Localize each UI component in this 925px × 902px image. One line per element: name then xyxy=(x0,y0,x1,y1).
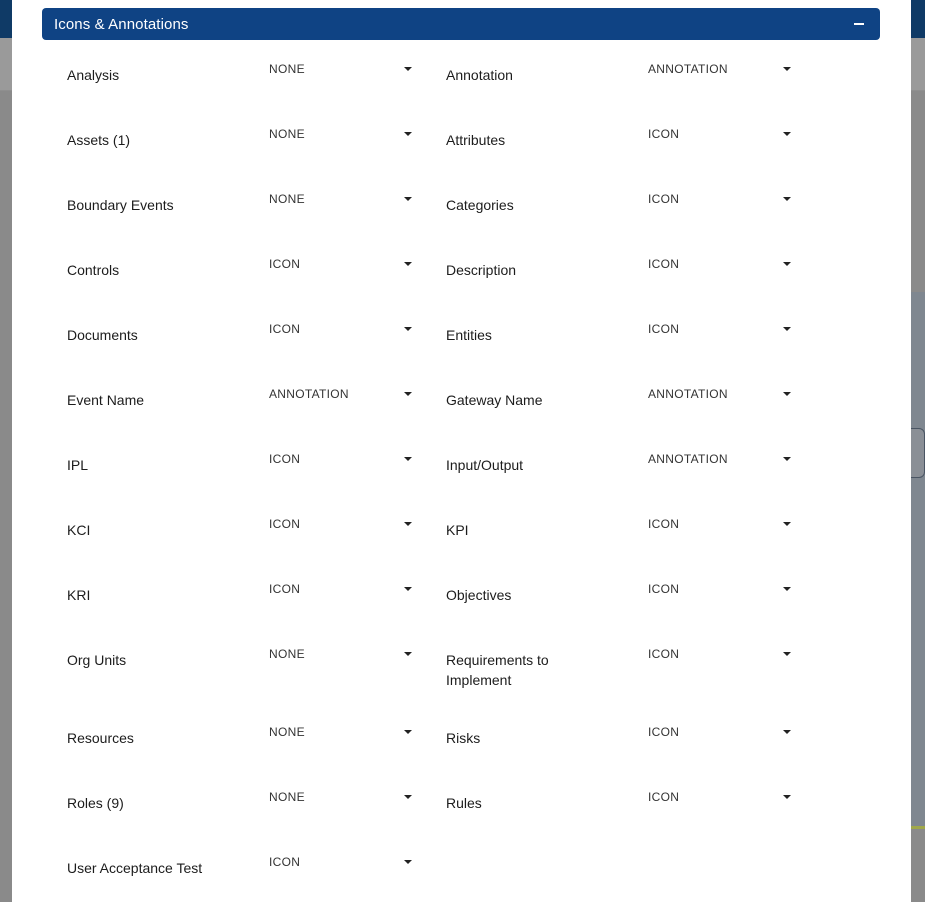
caret-down-icon xyxy=(783,392,791,396)
setting-label: Entities xyxy=(446,327,492,343)
settings-row xyxy=(12,373,911,438)
setting-label: Analysis xyxy=(67,67,120,83)
caret-down-icon xyxy=(404,262,412,266)
display-mode-select[interactable] xyxy=(647,645,791,667)
caret-down-icon xyxy=(404,132,412,136)
settings-row xyxy=(12,503,911,568)
select-value: NONE xyxy=(269,192,305,206)
select-value: ANNOTATION xyxy=(648,387,728,401)
settings-row xyxy=(12,308,911,373)
display-mode-select[interactable] xyxy=(647,255,791,277)
caret-down-icon xyxy=(404,860,412,864)
caret-down-icon xyxy=(783,795,791,799)
display-mode-select[interactable] xyxy=(647,723,791,745)
caret-down-icon xyxy=(404,730,412,734)
select-value: ICON xyxy=(648,257,680,271)
caret-down-icon xyxy=(404,197,412,201)
settings-row xyxy=(12,113,911,178)
setting-label: Boundary Events xyxy=(67,197,174,213)
setting-label: Annotation xyxy=(446,67,513,83)
select-value: ANNOTATION xyxy=(648,62,728,76)
setting-label: KRI xyxy=(67,587,91,603)
caret-down-icon xyxy=(783,457,791,461)
settings-row xyxy=(12,568,911,633)
settings-row xyxy=(12,178,911,243)
select-value: ANNOTATION xyxy=(648,452,728,466)
select-value: ICON xyxy=(648,192,680,206)
display-mode-select[interactable] xyxy=(268,125,412,147)
display-mode-select[interactable] xyxy=(647,515,791,537)
display-mode-select[interactable] xyxy=(268,723,412,745)
collapse-icon[interactable] xyxy=(854,23,864,25)
select-value: ICON xyxy=(648,725,680,739)
setting-label: Resources xyxy=(67,730,134,746)
caret-down-icon xyxy=(783,132,791,136)
settings-row xyxy=(12,841,911,902)
setting-label: Documents xyxy=(67,327,138,343)
setting-label: User Acceptance Test xyxy=(67,860,203,876)
select-value: ICON xyxy=(269,855,301,869)
display-mode-select[interactable] xyxy=(268,190,412,212)
select-value: ICON xyxy=(269,452,301,466)
settings-row xyxy=(12,243,911,308)
caret-down-icon xyxy=(404,327,412,331)
display-mode-select[interactable] xyxy=(268,385,412,407)
setting-label: Description xyxy=(446,262,517,278)
settings-row xyxy=(12,48,911,113)
section-title: Icons & Annotations xyxy=(54,15,189,33)
setting-label: Objectives xyxy=(446,587,512,603)
display-mode-select[interactable] xyxy=(647,580,791,602)
caret-down-icon xyxy=(404,392,412,396)
caret-down-icon xyxy=(404,795,412,799)
display-mode-select[interactable] xyxy=(647,190,791,212)
icons-annotations-dialog xyxy=(12,0,911,902)
settings-row xyxy=(12,633,911,711)
select-value: ICON xyxy=(648,517,680,531)
background-side-panel xyxy=(911,292,925,828)
settings-row xyxy=(12,776,911,841)
caret-down-icon xyxy=(404,587,412,591)
caret-down-icon xyxy=(404,652,412,656)
setting-label: Org Units xyxy=(67,652,127,668)
select-value: ICON xyxy=(269,257,301,271)
setting-label: Controls xyxy=(67,262,120,278)
caret-down-icon xyxy=(783,522,791,526)
settings-row xyxy=(12,438,911,503)
setting-label: Attributes xyxy=(446,132,506,148)
display-mode-select[interactable] xyxy=(647,385,791,407)
display-mode-select[interactable] xyxy=(647,320,791,342)
display-mode-select[interactable] xyxy=(647,788,791,810)
caret-down-icon xyxy=(783,197,791,201)
setting-label: KPI xyxy=(446,522,469,538)
setting-label: KCI xyxy=(67,522,91,538)
caret-down-icon xyxy=(783,327,791,331)
select-value: NONE xyxy=(269,62,305,76)
caret-down-icon xyxy=(404,67,412,71)
settings-grid xyxy=(12,48,911,902)
caret-down-icon xyxy=(783,652,791,656)
display-mode-select[interactable] xyxy=(647,125,791,147)
display-mode-select[interactable] xyxy=(647,60,791,82)
select-value: ICON xyxy=(648,322,680,336)
select-value: ICON xyxy=(269,582,301,596)
setting-label: IPL xyxy=(67,457,89,473)
display-mode-select[interactable] xyxy=(268,580,412,602)
caret-down-icon xyxy=(783,730,791,734)
section-header-icons-annotations[interactable] xyxy=(42,8,880,40)
display-mode-select[interactable] xyxy=(268,450,412,472)
display-mode-select[interactable] xyxy=(268,515,412,537)
select-value: ICON xyxy=(648,647,680,661)
select-value: NONE xyxy=(269,127,305,141)
select-value: ICON xyxy=(648,582,680,596)
caret-down-icon xyxy=(404,522,412,526)
select-value: NONE xyxy=(269,647,305,661)
select-value: ICON xyxy=(648,127,680,141)
display-mode-select[interactable] xyxy=(268,255,412,277)
display-mode-select[interactable] xyxy=(647,450,791,472)
caret-down-icon xyxy=(783,587,791,591)
select-value: ANNOTATION xyxy=(269,387,349,401)
setting-label: Requirements to Implement xyxy=(446,652,549,688)
select-value: ICON xyxy=(648,790,680,804)
display-mode-select[interactable] xyxy=(268,645,412,667)
display-mode-select[interactable] xyxy=(268,788,412,810)
display-mode-select[interactable] xyxy=(268,853,412,875)
setting-label: Event Name xyxy=(67,392,145,408)
setting-label: Gateway Name xyxy=(446,392,543,408)
select-value: NONE xyxy=(269,725,305,739)
background-accent-bar xyxy=(911,826,925,829)
setting-label: Categories xyxy=(446,197,514,213)
select-value: NONE xyxy=(269,790,305,804)
settings-row xyxy=(12,711,911,776)
select-value: ICON xyxy=(269,322,301,336)
caret-down-icon xyxy=(783,67,791,71)
select-value: ICON xyxy=(269,517,301,531)
caret-down-icon xyxy=(404,457,412,461)
setting-label: Rules xyxy=(446,795,482,811)
setting-label: Roles (9) xyxy=(67,795,124,811)
display-mode-select[interactable] xyxy=(268,320,412,342)
setting-label: Assets (1) xyxy=(67,132,131,148)
setting-label: Input/Output xyxy=(446,457,524,473)
caret-down-icon xyxy=(783,262,791,266)
setting-label: Risks xyxy=(446,730,481,746)
display-mode-select[interactable] xyxy=(268,60,412,82)
